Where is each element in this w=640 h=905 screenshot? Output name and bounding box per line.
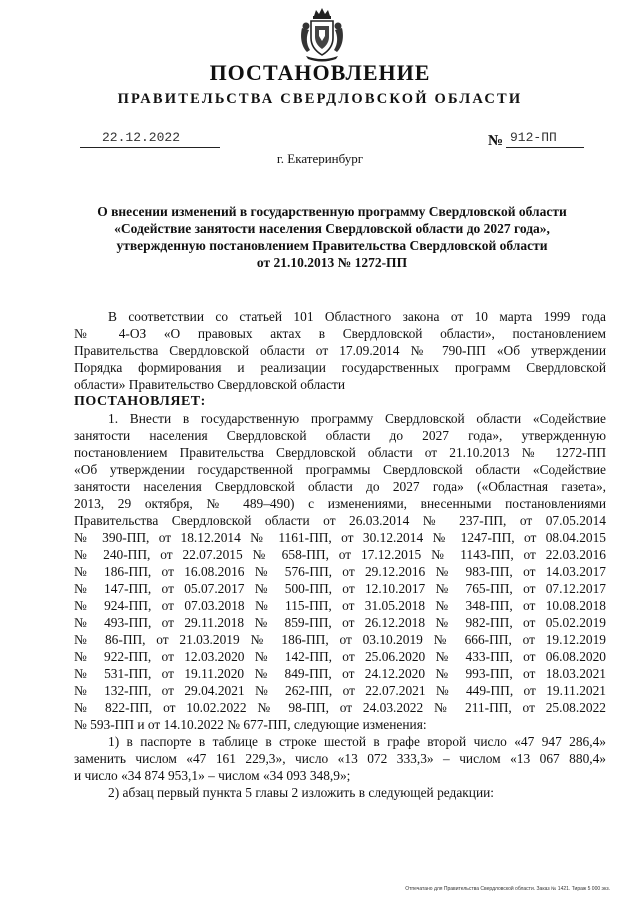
body-line: № 593-ПП и от 14.10.2022 № 677-ПП, следующие изменения: [74,717,427,732]
subject-line: утвержденную постановлением Правительства Свердловской области [116,238,548,253]
body-line: занятости населения Свердловской области до 2027 года», утвержденную [74,428,606,443]
document-subject [60,203,604,271]
body-line: 2013, 29 октября, № 489–490) с изменениями, внесенными постановлениями [74,496,606,511]
document-body [74,308,606,801]
subject-line: от 21.10.2013 № 1272-ПП [256,255,408,270]
body-line: № 531-ПП, от 19.11.2020 № 849-ПП, от 24.12.2020 № 993-ПП, от 18.03.2021 [74,666,606,681]
body-line: № 132-ПП, от 29.04.2021 № 262-ПП, от 22.07.2021 № 449-ПП, от 19.11.2021 [74,683,606,698]
body-line: Порядка формирования и реализации государственных программ Свердловской [74,360,606,375]
body-line: и число «34 874 953,1» – числом «34 093 348,9»; [74,768,351,783]
body-line: «Об утверждении государственной программы Свердловской области «Содействие [74,462,606,477]
body-line: № 86-ПП, от 21.03.2019 № 186-ПП, от 03.10.2019 № 666-ПП, от 19.12.2019 [74,632,606,647]
document-title: ПОСТАНОВЛЕНИЕ [209,60,431,85]
body-line: № 390-ПП, от 18.12.2014 № 1161-ПП, от 30.12.2014 № 1247-ПП, от 08.04.2015 [74,530,606,545]
body-line: области» Правительство Свердловской области [74,377,346,392]
body-line: № 493-ПП, от 29.11.2018 № 859-ПП, от 26.12.2018 № 982-ПП, от 05.02.2019 [74,615,606,630]
number-field: 912-ПП [506,130,584,148]
body-line: 1) в паспорте в таблице в строке шестой в графе второй число «47 947 286,4» [108,734,606,749]
body-line: № 240-ПП, от 22.07.2015 № 658-ПП, от 17.12.2015 № 1143-ПП, от 22.03.2016 [74,547,606,562]
body-line: Правительства Свердловской области от 17.09.2014 № 790-ПП «Об утверждении [74,343,606,358]
body-line: № 822-ПП, от 10.02.2022 № 98-ПП, от 24.03.2022 № 211-ПП, от 25.08.2022 [74,700,606,715]
body-line: В соответствии со статьей 101 Областного закона от 10 марта 1999 года [108,309,606,324]
body-line: постановлением Правительства Свердловской области от 21.10.2013 № 1272-ПП [74,445,606,460]
document-subtitle: ПРАВИТЕЛЬСТВА СВЕРДЛОВСКОЙ ОБЛАСТИ [117,91,523,107]
print-footer: Отпечатано для Правительства Свердловской области. Заказ № 1421. Тираж 5 000 экз. [405,886,610,892]
body-line: занятости населения Свердловской области до 2027 года» («Областная газета», [74,479,606,494]
body-line: № 924-ПП, от 07.03.2018 № 115-ПП, от 31.05.2018 № 348-ПП, от 10.08.2018 [74,598,606,613]
subject-line: «Содействие занятости населения Свердловской области до 2027 года», [114,221,550,236]
body-line: 2) абзац первый пункта 5 главы 2 изложить в следующей редакции: [108,785,495,800]
subject-line: О внесении изменений в государственную программу Свердловской области [97,204,567,219]
date-field: 22.12.2022 [80,130,220,148]
body-line: № 147-ПП, от 05.07.2017 № 500-ПП, от 12.10.2017 № 765-ПП, от 07.12.2017 [74,581,606,596]
body-line: № 4-ОЗ «О правовых актах в Свердловской области», постановлением [74,326,606,341]
body-line: Правительства Свердловской области от 26.03.2014 № 237-ПП, от 07.05.2014 [74,513,606,528]
number-sign: № [488,133,504,149]
body-line: 1. Внести в государственную программу Свердловской области «Содействие [108,411,606,426]
coat-of-arms-icon [298,6,346,62]
body-line: № 922-ПП, от 12.03.2020 № 142-ПП, от 25.06.2020 № 433-ПП, от 06.08.2020 [74,649,606,664]
body-line: заменить числом «47 161 229,3», число «13 072 333,3» – числом «13 067 880,4» [74,751,606,766]
resolve-heading: ПОСТАНОВЛЯЕТ: [74,394,206,409]
body-line: № 186-ПП, от 16.08.2016 № 576-ПП, от 29.12.2016 № 983-ПП, от 14.03.2017 [74,564,606,579]
city-label: г. Екатеринбург [276,151,364,166]
